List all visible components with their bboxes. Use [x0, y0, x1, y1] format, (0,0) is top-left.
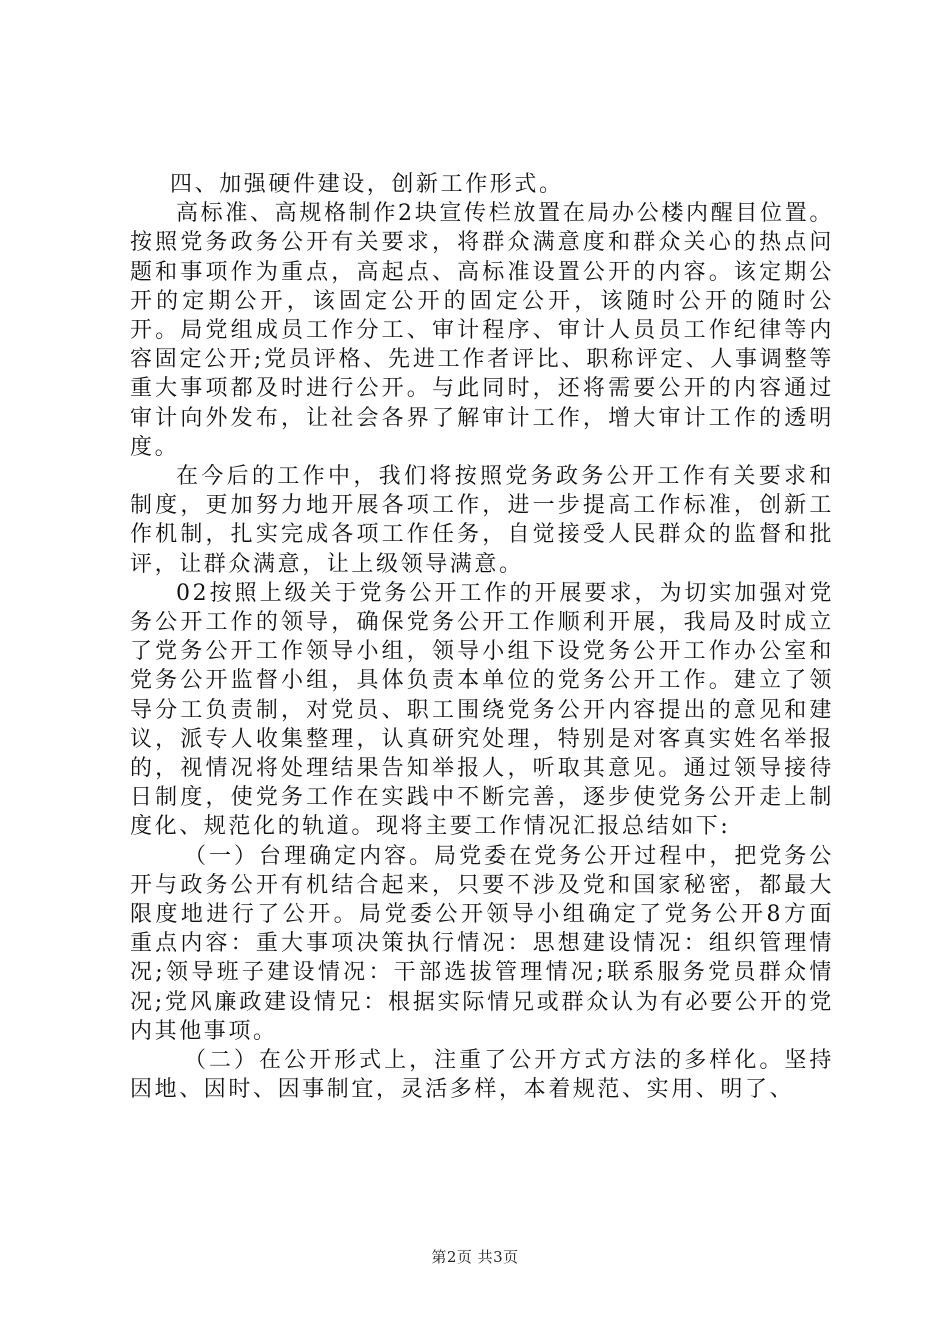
document-body: [130, 170, 834, 1105]
paragraph-disclosure-forms: （二）在公开形式上，注重了公开方式方法的多样化。坚持因地、因时、因事制宜，灵活多样，本着规范、实用、明了、: [130, 1048, 834, 1103]
paragraph-leadership-group: 02按照上级关于党务公开工作的开展要求，为切实加强对党务公开工作的领导，确保党务公开工作顺利开展，我局及时成立了党务公开工作领导小组，领导小组下设党务公开工作办公室和党务公开监督小组，具体负责本单位的党务公开工作。建立了领导分工负责制，对党员、职工围绕党务公开内容提出的意见和建议，派专人收集整理，认真研究处理，特别是对客真实姓名举报的，视情况将处理结果告知举报人，听取其意见。通过领导接待日制度，使党务工作在实践中不断完善，逐步使党务公开走上制度化、规范化的轨道。现将主要工作情况汇报总结如下:: [130, 580, 834, 840]
page-number-footer: 第2页 共3页: [431, 1248, 519, 1266]
paragraph-bulletin-boards: 高标准、高规格制作2块宣传栏放置在局办公楼内醒目位置。按照党务政务公开有关要求，将群众满意度和群众关心的热点问题和事项作为重点，高起点、高标准设置公开的内容。该定期公开的定期公开，该固定公开的固定公开，该随时公开的随时公开。局党组成员工作分工、审计程序、审计人员员工作纪律等内容固定公开;党员评格、先进工作者评比、职称评定、人事调整等重大事项都及时进行公开。与此同时，还将需要公开的内容通过审计向外发布，让社会各界了解审计工作，增大审计工作的透明度。: [130, 201, 834, 460]
paragraph-content-determination: （一）台理确定内容。局党委在党务公开过程中，把党务公开与政务公开有机结合起来，只要不涉及党和国家秘密，都最大限度地进行了公开。局党委公开领导小组确定了党务公开8方面重点内容：重大事项决策执行情况：思想建设情况：组织管理情况;领导班子建设情况：干部选拔管理情况;联系服务党员群众情况;党风廉政建设情兄：根据实际情兄或群众认为有必要公开的党内其他事项。: [130, 843, 834, 1044]
section-heading: 四、加强硬件建设，创新工作形式。: [170, 172, 564, 197]
paragraph-future-work: 在今后的工作中，我们将按照党务政务公开工作有关要求和制度，更加努力地开展各项工作，进一步提高工作标准，创新工作机制，扎实完成各项工作任务，自觉接受人民群众的监督和批评，让群众满意，让上级领导满意。: [130, 464, 834, 577]
